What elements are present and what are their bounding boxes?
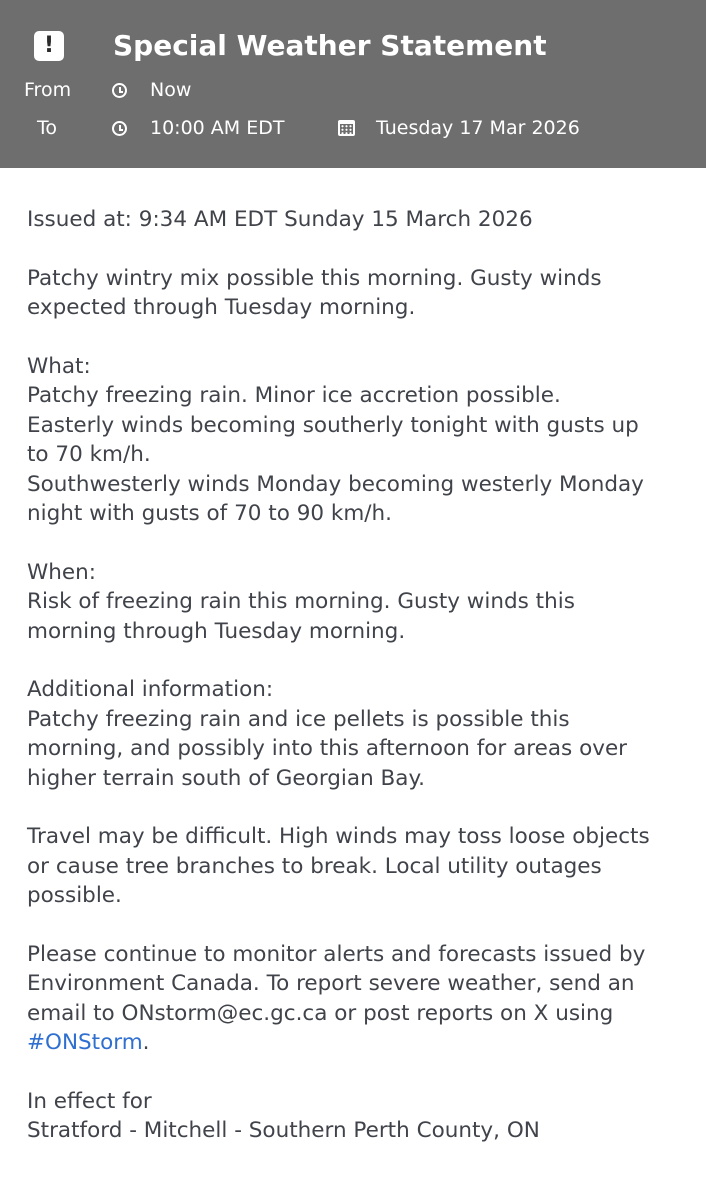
what-heading: What:: [27, 354, 91, 379]
summary-line: expected through Tuesday morning.: [27, 295, 416, 321]
in-effect-area: Stratford - Mitchell - Southern Perth County, ON: [27, 1118, 540, 1144]
when-line: Risk of freezing rain this morning. Gusty winds this: [27, 589, 575, 615]
from-value: Now: [150, 79, 192, 101]
what-line: Patchy freezing rain. Minor ice accretion possible.: [27, 383, 561, 409]
exclamation-alert-icon: !: [34, 31, 64, 61]
additional-line: morning, and possibly into this afternoon for areas over: [27, 736, 628, 762]
calendar-icon: [338, 120, 355, 136]
monitor-line: email to ONstorm@ec.gc.ca or post reports on X using: [27, 1000, 614, 1026]
additional-line: higher terrain south of Georgian Bay.: [27, 765, 425, 791]
travel-line: possible.: [27, 883, 122, 909]
travel-line: or cause tree branches to break. Local utility outages: [27, 853, 602, 879]
hashtag-line: [27, 1028, 687, 1057]
alert-title: Special Weather Statement: [113, 29, 547, 62]
issued-at: Issued at: 9:34 AM EDT Sunday 15 March 2026: [27, 207, 533, 232]
when-line: morning through Tuesday morning.: [27, 618, 406, 644]
monitor-line: Please continue to monitor alerts and forecasts issued by: [27, 942, 646, 968]
to-time: 10:00 AM EDT: [150, 117, 285, 139]
what-line: night with gusts of 70 to 90 km/h.: [27, 501, 392, 527]
clock-icon: [112, 83, 127, 98]
hashtag-suffix: .: [142, 1030, 150, 1056]
what-line: Southwesterly winds Monday becoming westerly Monday: [27, 471, 644, 497]
in-effect-heading: In effect for: [27, 1089, 152, 1115]
from-label: From: [24, 79, 72, 101]
travel-line: Travel may be difficult. High winds may toss loose objects: [27, 824, 650, 850]
when-heading: When:: [27, 559, 96, 585]
summary-line: Patchy wintry mix possible this morning. Gusty winds: [27, 265, 602, 291]
clock-icon: [112, 121, 127, 136]
what-line: Easterly winds becoming southerly tonight with gusts up: [27, 412, 639, 438]
onstorm-hashtag-link[interactable]: #ONStorm: [27, 1030, 143, 1056]
additional-heading: Additional information:: [27, 677, 274, 703]
to-label: To: [37, 117, 58, 139]
what-line: to 70 km/h.: [27, 442, 151, 468]
additional-line: Patchy freezing rain and ice pellets is possible this: [27, 706, 570, 732]
monitor-line: Environment Canada. To report severe weather, send an: [27, 971, 635, 997]
alert-header: [0, 0, 706, 168]
to-date: Tuesday 17 Mar 2026: [376, 117, 580, 139]
statement-body: [27, 205, 687, 1146]
